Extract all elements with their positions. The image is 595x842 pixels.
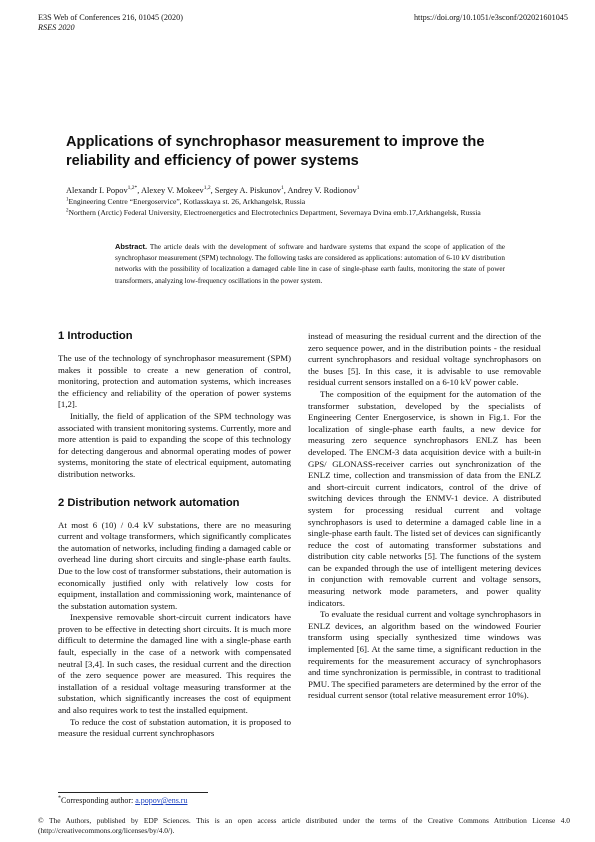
author-affiliation-mark: 1 <box>356 185 360 192</box>
affiliation-text: Engineering Centre “Energoservice”, Kotlasskaya st. 26, Arkhangelsk, Russia <box>68 197 306 206</box>
affiliation-1 <box>66 197 566 207</box>
paragraph: The composition of the equipment for the automation of the transformer substation, developed by the specialists of Engineering Center Energoservice, is shown in Fig.1. For the localization of single-phase earth faults, a new device for measuring zero sequence synchrophasors ENLZ has been developed. The ENCM-3 data acquisition device with a built-in GPS/ GLONASS-receiver carries out synchronization of the ENLZ time, collection and transmission of data from the ENLZ and short-circuit current indicators, control of the drive of switching devices through the ENMV-1 device. A distributed system for processing residual current and voltage synchrophasors is used to determine a damaged cable line in a single-phase earth fault. The listed set of devices can significantly reduce the cost of automating transformer substations and distribution city cable networks [5]. The functions of the system can be expanded through the use of intelligent metering devices in conjunction with removable current and voltage sensors, measuring network mode parameters, and power quality indicators. <box>308 388 541 608</box>
journal-line: E3S Web of Conferences 216, 01045 (2020) <box>38 13 183 22</box>
affiliation-text: Northern (Arctic) Federal University, Electroenergetics and Electrotechnics Department, Severnaya Dvina emb.17,Arkhangelsk, Russia <box>68 208 481 217</box>
author-affiliation-mark: 1 <box>280 185 284 192</box>
footnote-label: Corresponding author: <box>61 796 134 805</box>
affiliation-number: 2 <box>66 208 69 214</box>
author-name: Andrey V. Rodionov <box>287 186 357 195</box>
author-list: Alexandr I. Popov$^{1,2*}$, Alexey V. Mokeev$^{1,2}$, Sergey A. Piskunov$^1$, Andrey V. Rodionov$^1$ <box>66 185 360 195</box>
paragraph: To reduce the cost of substation automation, it is proposed to measure the residual current synchrophasors <box>58 716 291 739</box>
section-heading-introduction: 1 Introduction <box>58 330 133 342</box>
author-email-link[interactable]: a.popov@ens.ru <box>135 796 188 805</box>
footnote-mark: * <box>58 795 61 802</box>
author-affiliation-mark: 1,2* <box>127 185 138 192</box>
paragraph: instead of measuring the residual current and the direction of the zero sequence power, and in the distribution points - the residual current synchrophasors and residual voltage synchrophasors on the buses [5]. In this case, it is advisable to use removable residual current sensors installed on a 6-10 kV power cable. <box>308 331 541 388</box>
section-heading-distribution-network: 2 Distribution network automation <box>58 496 240 509</box>
license-notice: © The Authors, published by EDP Sciences. This is an open access article distributed under the terms of the Creative Commons Attribution License 4.0 (http://creativecommons.org/licenses/by/4.0/). <box>38 816 570 835</box>
left-column <box>58 330 291 740</box>
author-name: Alexey V. Mokeev <box>141 186 204 195</box>
paragraph: To evaluate the residual current and voltage synchrophasors in ENLZ devices, an algorithm based on the windowed Fourier transform using specially synthesized time windows was implemented [6]. At the same time, a significant reduction in the requirements for the measurement accuracy of synchrophasors and time synchronization is permissible, in contrast to traditional PMU. The specified parameters are determined by the error of the residual current sensor (total relative measurement error 10%). <box>308 609 541 701</box>
abstract-text: The article deals with the development of software and hardware systems that expand the scope of application of the synchrophasor measurement (SPM) technology. The following tasks are considered as applications: automation of 6-10 kV distribution networks with the possibility of localization a damaged cable line in case of single-phase earth faults, monitoring the state of power transformers, analyzing low-frequency oscillations in the power system. <box>115 243 505 285</box>
footnote <box>58 796 187 805</box>
paragraph: Initially, the field of application of the SPM technology was associated with transient monitoring systems. Currently, more and more attention is paid to expanding the scope of this technology for detecting dangerous and abnormal operating modes of power systems, monitoring the state of electrical equipment, automating distribution networks. <box>58 410 291 479</box>
paragraph: The use of the technology of synchrophasor measurement (SPM) makes it possible to create a new generation of control, monitoring, protection and automation systems, which increases the efficiency and reliability of the operation of power systems [1,2]. <box>58 353 291 410</box>
paragraph: Inexpensive removable short-circuit current indicators have proven to be effective in detecting short circuits. It is much more difficult to determine the damaged line with a single-phase earth fault, especially in the case of a network with compensated neutral [3,4]. In such cases, the residual current and the direction of the zero sequence power are measured. This requires the installation of a residual voltage measuring transformer at the substation, which significantly increases the cost of equipment and also requires work to test the installed equipment. <box>58 612 291 716</box>
paragraph: At most 6 (10) / 0.4 kV substations, there are no measuring current and voltage transformers, which significantly complicates the automation of networks, including finding a damaged cable or overhead line during short circuits and single-phase earth faults. Due to the low cost of transformer substations, their automation is economically justified only with relatively low costs for equipment, installation and commissioning work, maintenance of the substation automation system. <box>58 519 291 611</box>
conference-name: RSES 2020 <box>38 23 75 32</box>
running-header-left <box>38 13 183 33</box>
abstract-label: Abstract. <box>115 242 148 251</box>
affiliation-number: 1 <box>66 197 69 203</box>
footnote-divider <box>58 792 208 793</box>
author-affiliation-mark: 1,2 <box>203 185 211 192</box>
abstract <box>115 241 505 287</box>
affiliation-2 <box>66 208 566 218</box>
right-column <box>308 331 541 702</box>
paper-title: Applications of synchrophasor measurement to improve the reliability and efficiency of power systems <box>66 134 485 169</box>
doi-link[interactable]: https://doi.org/10.1051/e3sconf/202021601045 <box>413 13 568 22</box>
author-name: Alexandr I. Popov <box>66 186 128 195</box>
author-name: Sergey A. Piskunov <box>214 186 281 195</box>
